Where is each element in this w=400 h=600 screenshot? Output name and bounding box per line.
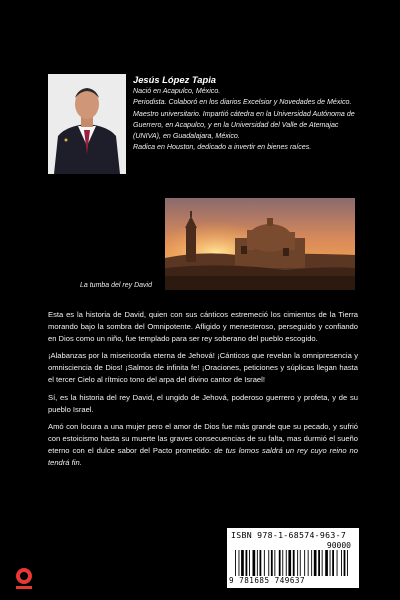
isbn-text: ISBN 978-1-68574-963-7 <box>231 530 347 540</box>
back-cover-text <box>48 309 358 475</box>
barcode-number: 9 781685 749637 <box>229 576 306 585</box>
price-code: 90000 <box>326 541 351 550</box>
photo-caption: La tumba del rey David <box>80 282 152 289</box>
paragraph: Esta es la historia de David, quien con sus cánticos estremeció los cimientos de la Tierra morando bajo la sombra del Omnipotente. Afligido y menesteroso, perseguido y confiando en Dios como un niño, fue templado para ser rey soberano del pueblo escogido. <box>48 310 358 343</box>
author-bio <box>133 74 363 153</box>
tomb-of-david-photo <box>165 198 355 290</box>
bio-line: Periodista. Colaboró en los diarios Excelsior y Novedades de México. Maestro universitario. Impartió cátedra en la Universidad Autónoma de Guerrero, en Acapulco, y en la Universidad del Valle de Atemajac (UNIVA), en Guadalajara, México. <box>133 98 355 141</box>
author-photo <box>48 74 126 174</box>
paragraph: ¡Alabanzas por la misericordia eterna de Jehová! ¡Cánticos que revelan la omnipresencia y omnisciencia de Dios! ¡Salmos de infinita fe! ¡Oraciones, peticiones y súplicas llegan hasta el tercer Cielo al rítmico tono del arpa del divino cantor de Israel! <box>48 351 358 384</box>
isbn-barcode <box>227 528 359 588</box>
bio-line: Nació en Acapulco, México. <box>133 87 221 96</box>
paragraph-text: Amó con locura a una mujer pero el amor de Dios fue más grande que su pecado, y sufrió con estoicismo hasta su muerte las graves consecuencias de su falta, mas durmió el sueño eterno con el dulce sabor del Pacto prometido: <box>48 422 358 455</box>
paragraph: Sí, es la historia del rey David, el ungido de Jehová, poderoso guerrero y profeta, y de su pueblo Israel. <box>48 392 358 414</box>
barcode-bars <box>235 550 353 576</box>
publisher-logo <box>14 567 34 591</box>
bio-line: Radica en Houston, dedicado a invertir en bienes raíces. <box>133 143 312 152</box>
pact-quote: de tus lomos saldrá un rey cuyo reino no tendrá fin. <box>48 445 358 467</box>
author-name: Jesús López Tapia <box>133 74 217 85</box>
paragraph <box>48 421 358 468</box>
